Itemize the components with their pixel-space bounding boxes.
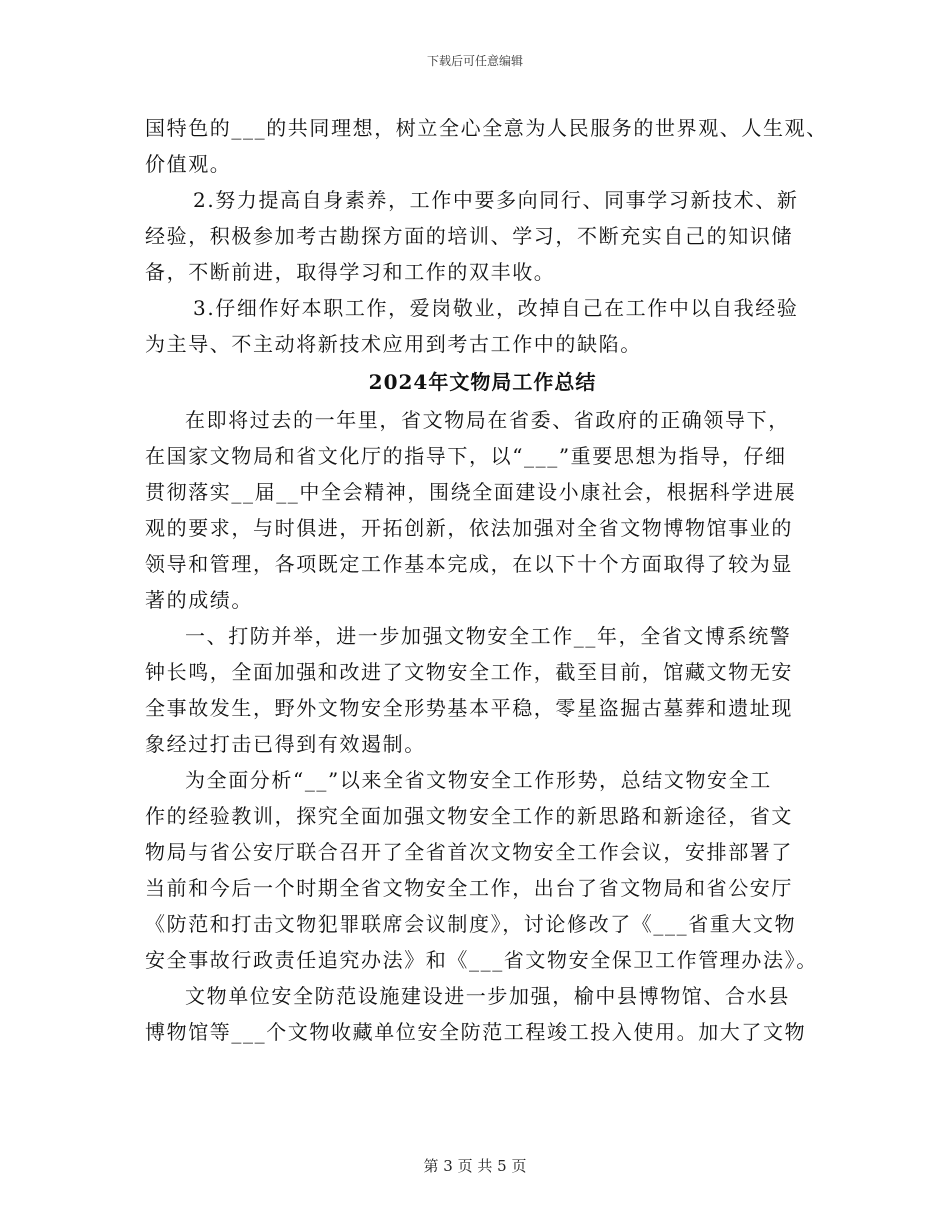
paragraph-line: 在国家文物局和省文化厅的指导下，以“___”重要思想为指导，仔细 bbox=[145, 444, 787, 468]
paragraph-line: 文物单位安全防范设施建设进一步加强，榆中县博物馆、合水县 bbox=[185, 984, 790, 1008]
paragraph-line: 在即将过去的一年里，省文物局在省委、省政府的正确领导下， bbox=[185, 408, 790, 432]
paragraph-line: 观的要求，与时俱进，开拓创新，依法加强对全省文物博物馆事业的 bbox=[145, 516, 793, 540]
paragraph-line: 著的成绩。 bbox=[145, 588, 253, 612]
paragraph-line: 钟长鸣，全面加强和改进了文物安全工作，截至目前，馆藏文物无安 bbox=[145, 660, 793, 684]
paragraph-line: 3.仔细作好本职工作，爱岗敬业，改掉自己在工作中以自我经验 bbox=[193, 296, 799, 320]
paragraph-line: 领导和管理，各项既定工作基本完成，在以下十个方面取得了较为显 bbox=[145, 552, 793, 576]
paragraph-line: 作的经验教训，探究全面加强文物安全工作的新思路和新途径，省文 bbox=[145, 804, 793, 828]
paragraph-line: 国特色的___的共同理想，树立全心全意为人民服务的世界观、人生观、 bbox=[145, 116, 828, 140]
paragraph-line: 全事故发生，野外文物安全形势基本平稳，零星盗掘古墓葬和遗址现 bbox=[145, 696, 793, 720]
paragraph-line: 安全事故行政责任追究办法》和《___省文物安全保卫工作管理办法》。 bbox=[145, 948, 818, 972]
paragraph-line: 价值观。 bbox=[145, 152, 232, 176]
paragraph-line: 《防范和打击文物犯罪联席会议制度》，讨论修改了《___省重大文物 bbox=[145, 912, 797, 936]
paragraph-line: 物局与省公安厅联合召开了全省首次文物安全工作会议，安排部署了 bbox=[145, 840, 793, 864]
paragraph-line: 博物馆等___个文物收藏单位安全防范工程竣工投入使用。加大了文物 bbox=[145, 1020, 807, 1044]
page-number-footer: 第 3 页 共 5 页 bbox=[423, 1157, 527, 1175]
paragraph-line: 一、打防并举，进一步加强文物安全工作__年，全省文博系统警 bbox=[185, 624, 792, 648]
paragraph-line: 当前和今后一个时期全省文物安全工作，出台了省文物局和省公安厅 bbox=[145, 876, 793, 900]
document-body bbox=[145, 110, 828, 1050]
paragraph-line: 经验，积极参加考古勘探方面的培训、学习，不断充实自己的知识储 bbox=[145, 224, 793, 248]
paragraph-line: 为主导、不主动将新技术应用到考古工作中的缺陷。 bbox=[145, 332, 642, 356]
page-header-note: 下载后可任意编辑 bbox=[426, 54, 523, 68]
paragraph-line: 为全面分析“__”以来全省文物安全工作形势，总结文物安全工 bbox=[185, 768, 772, 792]
paragraph-line: 象经过打击已得到有效遏制。 bbox=[145, 732, 426, 756]
paragraph-line: 2.努力提高自身素养，工作中要多向同行、同事学习新技术、新 bbox=[193, 188, 799, 212]
paragraph-line: 备，不断前进，取得学习和工作的双丰收。 bbox=[145, 260, 556, 284]
paragraph-line: 贯彻落实__届__中全会精神，围绕全面建设小康社会，根据科学进展 bbox=[145, 480, 797, 504]
section-title: 2024年文物局工作总结 bbox=[368, 370, 597, 394]
